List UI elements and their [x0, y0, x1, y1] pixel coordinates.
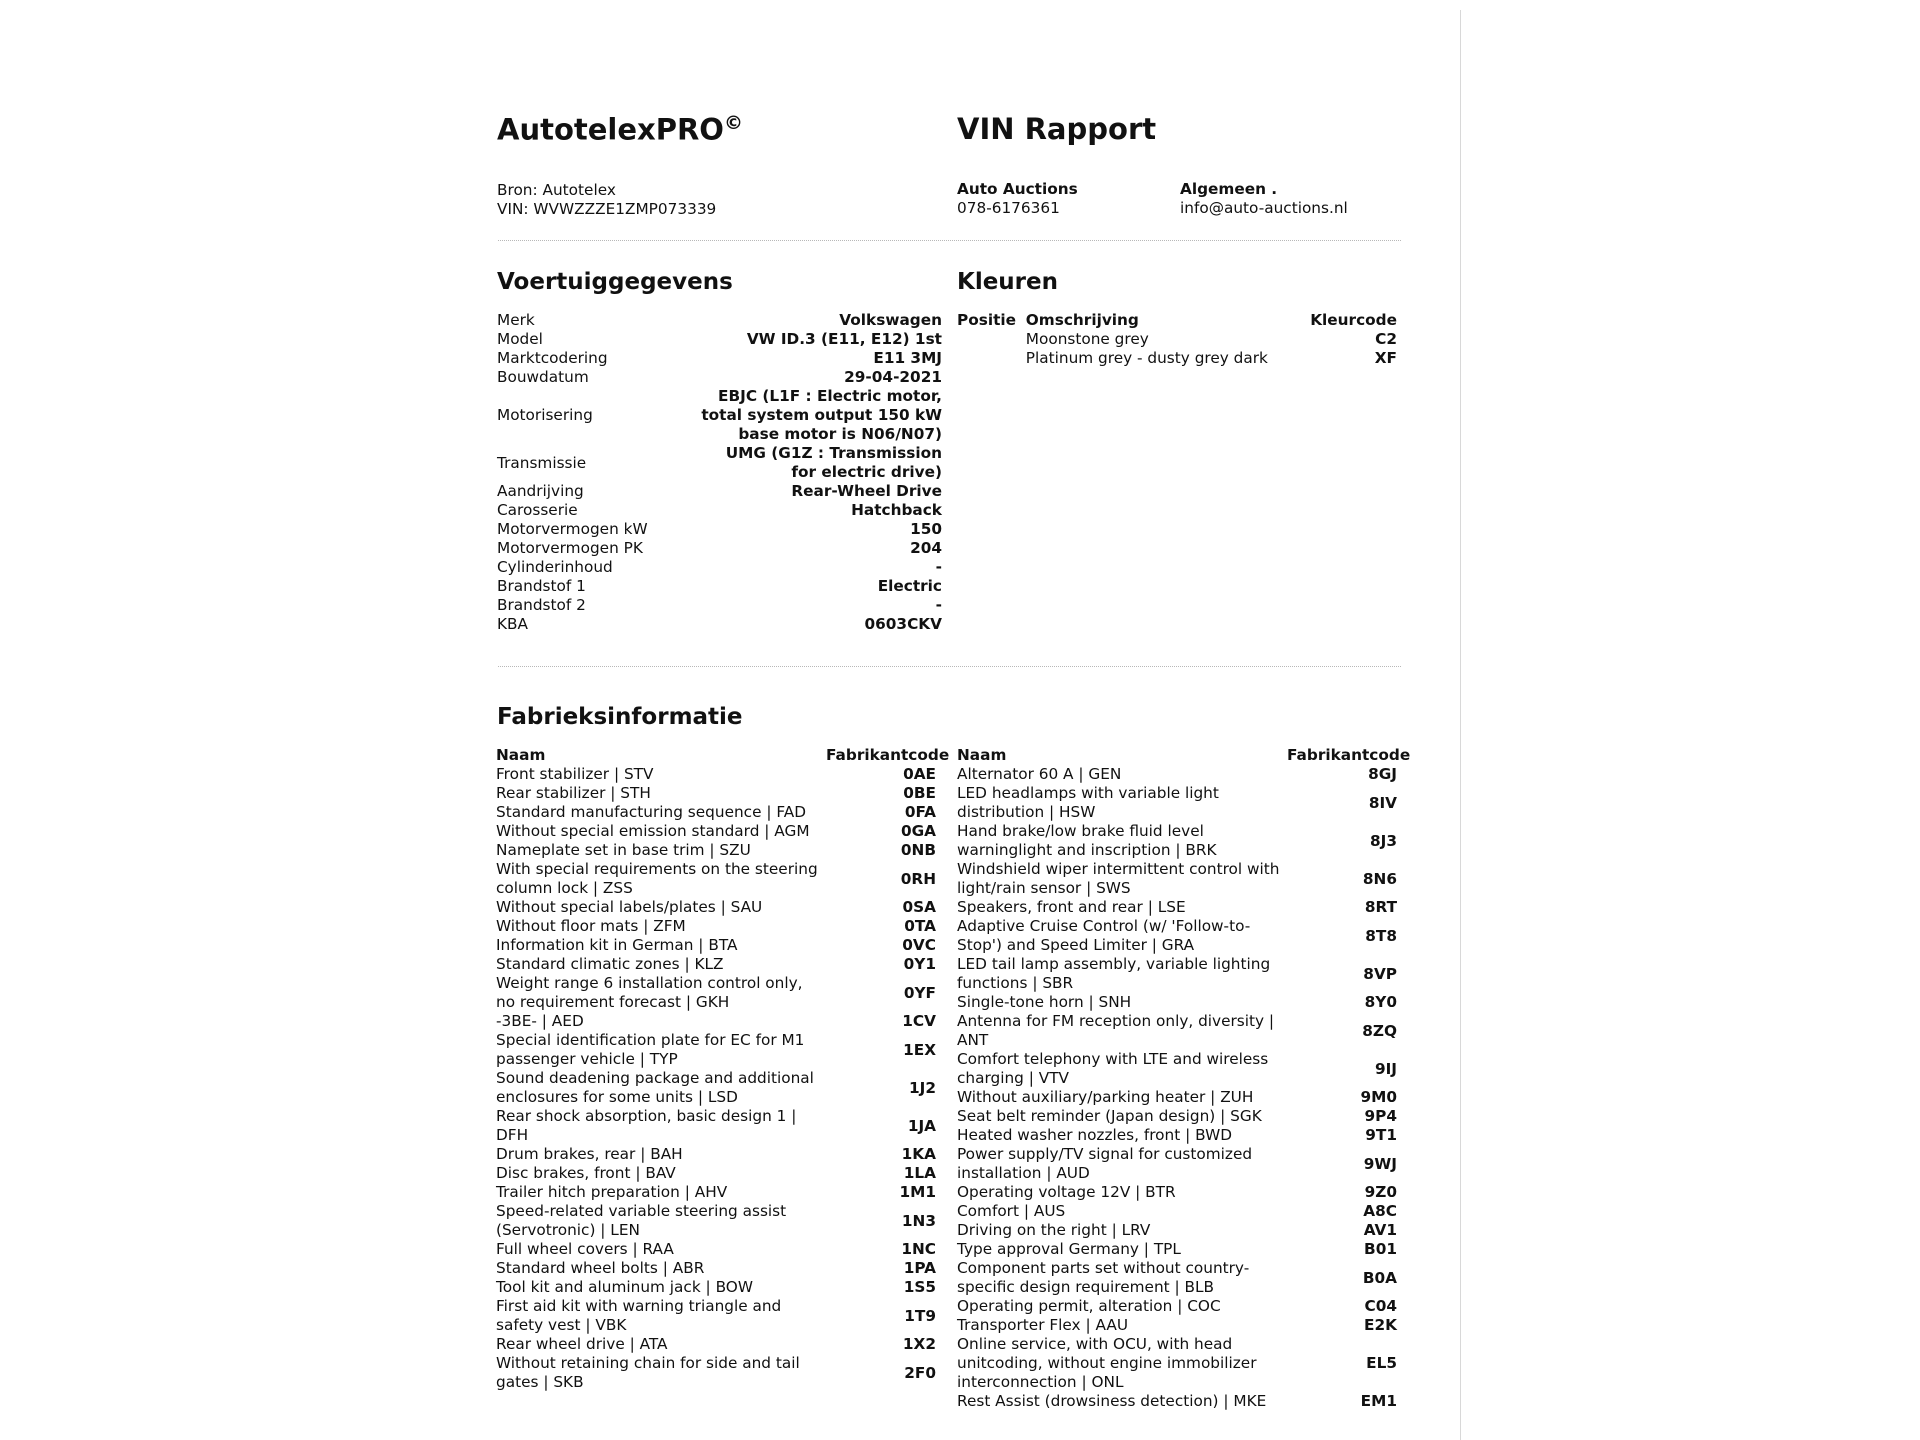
- factory-item-code: 0VC: [902, 936, 936, 954]
- factory-item-name: Tool kit and aluminum jack | BOW: [496, 1278, 753, 1296]
- vehicle-row: [497, 368, 942, 387]
- vehicle-label: Aandrijving: [497, 482, 584, 500]
- factory-table-left: [496, 746, 950, 1392]
- factory-row: [957, 1183, 1397, 1202]
- factory-item-name: Rear shock absorption, basic design 1 | DFH: [496, 1107, 797, 1144]
- factory-row: [496, 860, 936, 898]
- vehicle-value: 150: [910, 520, 942, 538]
- copyright-mark: ©: [723, 112, 743, 134]
- factory-row: [957, 765, 1397, 784]
- factory-row: [957, 1297, 1397, 1316]
- contact-email: info@auto-auctions.nl: [1180, 199, 1348, 217]
- factory-row: [496, 1031, 936, 1069]
- factory-row: [957, 917, 1397, 955]
- factory-item-name: Single-tone horn | SNH: [957, 993, 1132, 1011]
- vehicle-label: Model: [497, 330, 543, 348]
- color-code: C2: [1375, 330, 1397, 348]
- factory-item-code: 0BE: [903, 784, 936, 802]
- factory-item-name: Without auxiliary/parking heater | ZUH: [957, 1088, 1254, 1106]
- factory-item-code: 1M1: [899, 1183, 936, 1201]
- factory-item-name: Information kit in German | BTA: [496, 936, 738, 954]
- factory-row: [496, 1012, 936, 1031]
- factory-row: [496, 1259, 936, 1278]
- factory-item-code: 8Y0: [1364, 993, 1397, 1011]
- factory-item-name: Drum brakes, rear | BAH: [496, 1145, 683, 1163]
- factory-item-code: 1JA: [907, 1116, 936, 1135]
- factory-item-code: 8RT: [1364, 898, 1397, 916]
- vehicle-row: [497, 558, 942, 577]
- factory-item-code: 1PA: [903, 1259, 936, 1277]
- color-position: [957, 349, 1026, 368]
- vehicle-value: VW ID.3 (E11, E12) 1st: [746, 330, 942, 348]
- dealer-name: Auto Auctions: [957, 180, 1078, 198]
- factory-item-name: Nameplate set in base trim | SZU: [496, 841, 751, 859]
- factory-header-row: [496, 746, 950, 765]
- factory-item-name: First aid kit with warning triangle and safety vest | VBK: [496, 1297, 782, 1334]
- vehicle-value: 29-04-2021: [844, 368, 942, 386]
- factory-item-code: 8GJ: [1368, 765, 1397, 783]
- vin-line: VIN: WVWZZZE1ZMP073339: [497, 200, 717, 218]
- brand-name: AutotelexPRO: [497, 112, 724, 147]
- factory-row: [957, 1012, 1397, 1050]
- vehicle-label: Motorvermogen PK: [497, 539, 643, 557]
- factory-item-code: 0SA: [902, 898, 936, 916]
- color-description: Platinum grey - dusty grey dark: [1025, 349, 1268, 367]
- vehicle-section-title: Voertuiggegevens: [497, 269, 733, 295]
- vehicle-label: Brandstof 1: [497, 577, 586, 595]
- vehicle-row: [497, 615, 942, 634]
- vehicle-value: -: [935, 558, 942, 576]
- factory-item-code: 8IV: [1368, 793, 1397, 812]
- vehicle-table: [497, 311, 942, 634]
- factory-item-name: Power supply/TV signal for customized installation | AUD: [957, 1145, 1253, 1182]
- factory-row: [496, 1335, 936, 1354]
- factory-item-name: Antenna for FM reception only, diversity | ANT: [957, 1012, 1275, 1049]
- factory-item-code: 9M0: [1360, 1088, 1397, 1106]
- factory-row: [496, 765, 936, 784]
- factory-item-code: 8N6: [1362, 869, 1397, 888]
- factory-item-name: Rear wheel drive | ATA: [496, 1335, 668, 1353]
- factory-row: [496, 917, 936, 936]
- vehicle-value: Volkswagen: [839, 311, 942, 329]
- dealer-phone: 078-6176361: [957, 199, 1060, 217]
- factory-header-code: Fabrikantcode: [1287, 746, 1411, 764]
- vehicle-label: Marktcodering: [497, 349, 608, 367]
- factory-item-name: Alternator 60 A | GEN: [957, 765, 1122, 783]
- factory-item-code: 9P4: [1364, 1107, 1397, 1125]
- factory-row: [496, 955, 936, 974]
- brand-title: [497, 112, 743, 147]
- vehicle-row: [497, 577, 942, 596]
- vehicle-value: Hatchback: [851, 501, 942, 519]
- factory-item-name: Sound deadening package and additional enclosures for some units | LSD: [496, 1069, 814, 1106]
- factory-item-code: 0YF: [903, 983, 936, 1002]
- vehicle-value: 204: [910, 539, 942, 557]
- factory-row: [957, 822, 1397, 860]
- vehicle-row: [497, 596, 942, 615]
- factory-row: [957, 1335, 1397, 1392]
- factory-row: [957, 784, 1397, 822]
- vehicle-row: [497, 539, 942, 558]
- color-row: [957, 330, 1397, 349]
- factory-item-name: Front stabilizer | STV: [496, 765, 654, 783]
- factory-item-code: 1N3: [901, 1211, 936, 1230]
- factory-item-code: 9T1: [1365, 1126, 1397, 1144]
- factory-item-name: Operating permit, alteration | COC: [957, 1297, 1221, 1315]
- factory-item-name: Special identification plate for EC for M1 passenger vehicle | TYP: [496, 1031, 805, 1068]
- factory-row: [496, 803, 936, 822]
- factory-header-name: Naam: [496, 746, 546, 764]
- vehicle-value: EBJC (L1F : Electric motor, total system output 150 kW base motor is N06/N07): [701, 387, 942, 443]
- vehicle-label: Transmissie: [497, 453, 587, 472]
- factory-item-code: 8VP: [1363, 964, 1397, 983]
- factory-item-name: With special requirements on the steering column lock | ZSS: [496, 860, 818, 897]
- factory-item-name: Disc brakes, front | BAV: [496, 1164, 676, 1182]
- factory-item-code: 0FA: [904, 803, 936, 821]
- factory-row: [496, 1183, 936, 1202]
- factory-row: [496, 936, 936, 955]
- vehicle-label: Merk: [497, 311, 535, 329]
- factory-item-name: LED tail lamp assembly, variable lighting functions | SBR: [957, 955, 1271, 992]
- factory-item-code: E2K: [1364, 1316, 1397, 1334]
- factory-row: [957, 993, 1397, 1012]
- vehicle-label: Brandstof 2: [497, 596, 586, 614]
- factory-item-name: Rest Assist (drowsiness detection) | MKE: [957, 1392, 1267, 1410]
- vehicle-label: Motorvermogen kW: [497, 520, 648, 538]
- factory-item-name: Speakers, front and rear | LSE: [957, 898, 1186, 916]
- factory-item-code: 1KA: [901, 1145, 936, 1163]
- factory-item-name: Seat belt reminder (Japan design) | SGK: [957, 1107, 1262, 1125]
- factory-item-code: 1EX: [903, 1040, 936, 1059]
- factory-row: [957, 1088, 1397, 1107]
- factory-item-name: Comfort telephony with LTE and wireless charging | VTV: [957, 1050, 1269, 1087]
- vehicle-row: [497, 520, 942, 539]
- factory-item-name: Heated washer nozzles, front | BWD: [957, 1126, 1232, 1144]
- factory-item-code: 1NC: [901, 1240, 936, 1258]
- factory-item-code: C04: [1364, 1297, 1397, 1315]
- factory-item-name: Full wheel covers | RAA: [496, 1240, 674, 1258]
- vehicle-value: Rear-Wheel Drive: [791, 482, 942, 500]
- vehicle-row: [497, 482, 942, 501]
- factory-item-code: 1T9: [904, 1306, 936, 1325]
- factory-item-name: Speed-related variable steering assist (Servotronic) | LEN: [496, 1202, 787, 1239]
- factory-item-name: Type approval Germany | TPL: [957, 1240, 1181, 1258]
- factory-row: [957, 860, 1397, 898]
- factory-row: [957, 1202, 1397, 1221]
- factory-item-name: Without special emission standard | AGM: [496, 822, 810, 840]
- factory-item-code: 1CV: [902, 1012, 936, 1030]
- factory-row: [496, 1202, 936, 1240]
- factory-item-code: 0NB: [900, 841, 936, 859]
- vehicle-label: Carosserie: [497, 501, 578, 519]
- scan-edge-line: [1460, 10, 1461, 1440]
- separator-line: [498, 240, 1401, 241]
- factory-item-code: 2F0: [904, 1363, 936, 1382]
- factory-item-name: Without special labels/plates | SAU: [496, 898, 763, 916]
- factory-header-name: Naam: [957, 746, 1007, 764]
- factory-item-name: -3BE- | AED: [496, 1012, 584, 1030]
- vehicle-row: [497, 349, 942, 368]
- factory-item-name: Standard manufacturing sequence | FAD: [496, 803, 807, 821]
- factory-item-code: 9WJ: [1363, 1154, 1397, 1173]
- factory-item-code: 0Y1: [903, 955, 936, 973]
- vehicle-label: KBA: [497, 615, 528, 633]
- factory-item-code: EL5: [1366, 1354, 1397, 1372]
- factory-item-code: 0GA: [900, 822, 936, 840]
- vehicle-value: UMG (G1Z : Transmission for electric drive): [725, 444, 942, 481]
- colors-header-row: [957, 311, 1397, 330]
- color-position: [957, 330, 1026, 349]
- factory-item-name: Comfort | AUS: [957, 1202, 1066, 1220]
- factory-row: [496, 1069, 936, 1107]
- vehicle-value: -: [935, 596, 942, 614]
- factory-item-name: Standard wheel bolts | ABR: [496, 1259, 705, 1277]
- colors-header-code: Kleurcode: [1310, 311, 1397, 329]
- color-code: XF: [1374, 349, 1397, 367]
- factory-item-code: 0TA: [904, 917, 936, 935]
- color-row: [957, 349, 1397, 368]
- factory-item-code: 9Z0: [1364, 1183, 1397, 1201]
- vehicle-row: [497, 444, 942, 482]
- factory-header-row: [957, 746, 1411, 765]
- dealer-block: [957, 180, 1078, 218]
- factory-item-name: Rear stabilizer | STH: [496, 784, 651, 802]
- factory-item-name: LED headlamps with variable light distribution | HSW: [957, 784, 1219, 821]
- factory-row: [496, 784, 936, 803]
- source-block: [497, 181, 716, 219]
- factory-item-name: Without floor mats | ZFM: [496, 917, 686, 935]
- factory-item-code: 8J3: [1370, 831, 1397, 850]
- colors-header-position: Positie: [957, 311, 1016, 329]
- colors-section-title: Kleuren: [957, 269, 1058, 295]
- factory-item-name: Weight range 6 installation control only, no requirement forecast | GKH: [496, 974, 803, 1011]
- colors-header-description: Omschrijving: [1025, 311, 1139, 329]
- factory-item-name: Transporter Flex | AAU: [957, 1316, 1129, 1334]
- vehicle-value: 0603CKV: [864, 615, 942, 633]
- colors-table: [957, 311, 1397, 368]
- factory-item-code: 1X2: [902, 1335, 936, 1353]
- factory-item-code: EM1: [1360, 1392, 1397, 1410]
- factory-row: [496, 822, 936, 841]
- factory-item-name: Driving on the right | LRV: [957, 1221, 1151, 1239]
- factory-row: [957, 1126, 1397, 1145]
- vehicle-label: Bouwdatum: [497, 368, 589, 386]
- factory-section-title: Fabrieksinformatie: [497, 704, 743, 730]
- contact-block: [1180, 180, 1348, 218]
- factory-item-code: 8ZQ: [1362, 1021, 1397, 1040]
- factory-item-name: Windshield wiper intermittent control with light/rain sensor | SWS: [957, 860, 1280, 897]
- vehicle-value: Electric: [877, 577, 942, 595]
- color-description: Moonstone grey: [1025, 330, 1149, 348]
- factory-row: [957, 1145, 1397, 1183]
- factory-row: [496, 1278, 936, 1297]
- factory-row: [496, 1354, 936, 1392]
- vehicle-row: [497, 330, 942, 349]
- factory-item-name: Adaptive Cruise Control (w/ 'Follow-to-Stop') and Speed Limiter | GRA: [957, 917, 1251, 954]
- vehicle-label: Cylinderinhoud: [497, 558, 613, 576]
- source-line: Bron: Autotelex: [497, 181, 616, 199]
- factory-row: [496, 1107, 936, 1145]
- vehicle-value: E11 3MJ: [873, 349, 942, 367]
- factory-item-code: 9IJ: [1374, 1059, 1397, 1078]
- factory-row: [957, 1259, 1397, 1297]
- factory-row: [957, 1240, 1397, 1259]
- factory-item-code: 1J2: [909, 1078, 936, 1097]
- factory-item-name: Trailer hitch preparation | AHV: [496, 1183, 728, 1201]
- factory-item-code: AV1: [1363, 1221, 1397, 1239]
- vehicle-row: [497, 501, 942, 520]
- factory-row: [496, 1145, 936, 1164]
- factory-item-code: A8C: [1363, 1202, 1397, 1220]
- factory-row: [957, 955, 1397, 993]
- vehicle-row: [497, 311, 942, 330]
- factory-row: [957, 1107, 1397, 1126]
- contact-title: Algemeen .: [1180, 180, 1278, 198]
- factory-item-code: 1S5: [903, 1278, 936, 1296]
- factory-item-code: 8T8: [1365, 926, 1397, 945]
- factory-item-code: 0AE: [903, 765, 936, 783]
- factory-item-name: Operating voltage 12V | BTR: [957, 1183, 1176, 1201]
- factory-header-code: Fabrikantcode: [826, 746, 950, 764]
- factory-item-code: 1LA: [903, 1164, 936, 1182]
- vehicle-row: [497, 387, 942, 444]
- factory-row: [496, 841, 936, 860]
- factory-item-code: B0A: [1362, 1268, 1397, 1287]
- report-title: VIN Rapport: [957, 112, 1157, 146]
- factory-row: [957, 898, 1397, 917]
- factory-row: [957, 1221, 1397, 1240]
- factory-row: [957, 1050, 1397, 1088]
- factory-row: [496, 898, 936, 917]
- factory-row: [957, 1316, 1397, 1335]
- vehicle-label: Motorisering: [497, 406, 593, 424]
- factory-row: [496, 1240, 936, 1259]
- factory-table-right: [957, 746, 1411, 1411]
- factory-item-name: Hand brake/low brake fluid level warninglight and inscription | BRK: [957, 822, 1217, 859]
- factory-row: [496, 1297, 936, 1335]
- factory-row: [957, 1392, 1397, 1411]
- factory-item-name: Standard climatic zones | KLZ: [496, 955, 724, 973]
- separator-line: [498, 666, 1401, 667]
- factory-row: [496, 974, 936, 1012]
- factory-item-name: Online service, with OCU, with head unitcoding, without engine immobilizer interconnection | ONL: [957, 1335, 1257, 1391]
- factory-item-name: Component parts set without country-specific design requirement | BLB: [957, 1259, 1250, 1296]
- factory-row: [496, 1164, 936, 1183]
- factory-item-name: Without retaining chain for side and tail gates | SKB: [496, 1354, 800, 1391]
- factory-item-code: 0RH: [900, 869, 936, 888]
- factory-item-code: B01: [1364, 1240, 1397, 1258]
